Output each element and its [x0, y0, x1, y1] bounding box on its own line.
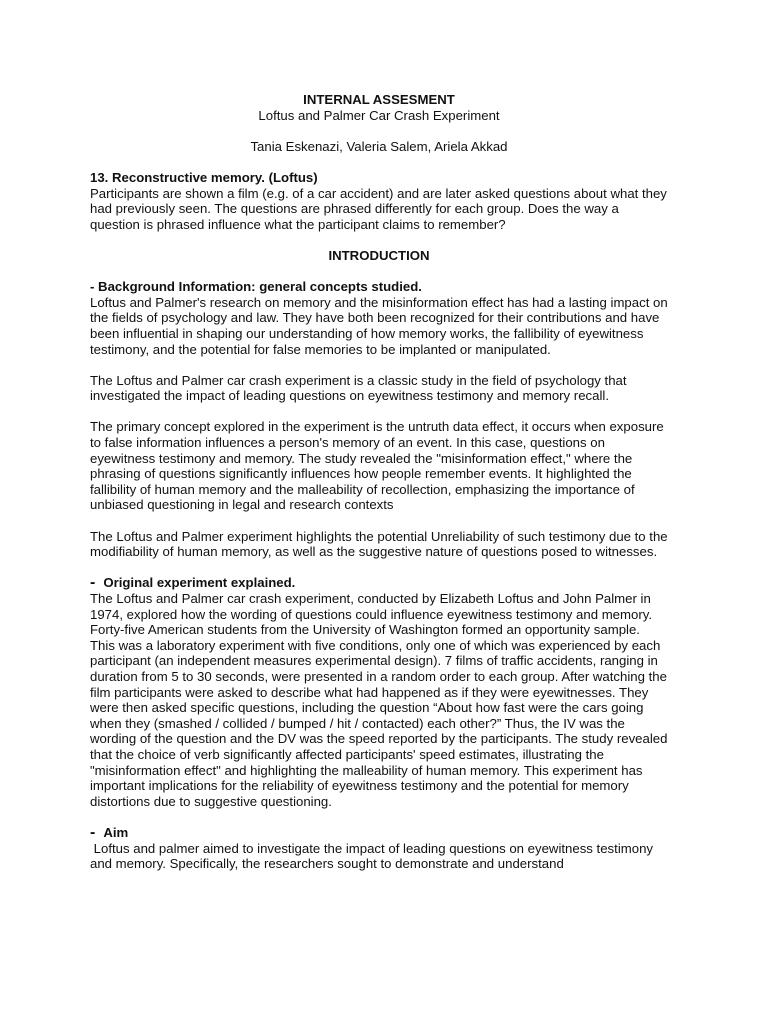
intro-paragraph-4: The Loftus and Palmer experiment highlights the potential Unreliability of such testimony due to the modifiability of human memory, as well as the suggestive nature of questions posed to witnesses.	[90, 528, 668, 560]
intro-paragraph-3: The primary concept explored in the experiment is the untruth data effect, it occurs when exposure to false information influences a person's memory of an event. In this case, questions on eyewitness testimony and memory. The study revealed the "misinformation effect," where the phrasing of questions significantly influences how people remember events. It highlighted the fallibility of human memory and the malleability of recollection, emphasizing the importance of unbiased questioning in legal and research contexts	[90, 419, 664, 513]
authors: Tania Eskenazi, Valeria Salem, Ariela Akkad	[250, 138, 508, 154]
intro-paragraph-1: Loftus and Palmer's research on memory and the misinformation effect has had a lasting impact on the fields of psychology and law. They have both been recognized for their contributions and have been influential in shaping our understanding of how memory works, the fallibility of eyewitness testimony, and the potential for false memories to be implanted or manipulated.	[90, 294, 668, 357]
bullet-dash: -	[90, 574, 96, 592]
aim-heading	[90, 825, 668, 841]
original-experiment-heading	[90, 575, 668, 591]
introduction-heading: INTRODUCTION	[328, 247, 430, 263]
background-heading: - Background Information: general concepts studied.	[90, 279, 422, 295]
aim-text: Loftus and palmer aimed to investigate the impact of leading questions on eyewitness testimony and memory. Specifically, the researchers sought to demonstrate and understand	[90, 840, 657, 872]
intro-paragraph-2: The Loftus and Palmer car crash experiment is a classic study in the field of psychology that investigated the impact of leading questions on eyewitness testimony and memory recall.	[90, 372, 627, 404]
topic-heading: 13. Reconstructive memory. (Loftus)	[90, 169, 318, 185]
original-experiment-text: The Loftus and Palmer car crash experiment, conducted by Elizabeth Loftus and John Palmer in 1974, explored how the wording of questions could influence eyewitness testimony and memory. Forty-five American students from the University of Washington formed an opportunity sample. This was a laboratory experiment with five conditions, only one of which was experienced by each participant (an independent measures experimental design). 7 films of traffic accidents, ranging in duration from 5 to 30 seconds, were presented in a random order to each group. After watching the film participants were asked to describe what had happened as if they were eyewitnesses. They were then asked specific questions, including the question “About how fast were the cars going when they (smashed / collided / bumped / hit / contacted) each other?” Thus, the IV was the wording of the question and the DV was the speed reported by the participants. The study revealed that the choice of verb significantly affected participants' speed estimates, illustrating the "misinformation effect" and highlighting the malleability of human memory. This experiment has important implications for the reliability of eyewitness testimony and the potential for memory distortions due to suggestive questioning.	[90, 591, 668, 809]
aim-heading-text: Aim	[103, 824, 129, 840]
document-subtitle: Loftus and Palmer Car Crash Experiment	[258, 107, 500, 123]
bullet-dash: -	[90, 823, 96, 841]
document-title: INTERNAL ASSESMENT	[303, 92, 455, 107]
topic-text: Participants are shown a film (e.g. of a car accident) and are later asked questions about what they had previously seen. The questions are phrased differently for each group. Does the way a question is phrased influence what the participant claims to remember?	[90, 185, 667, 232]
original-heading-text: Original experiment explained.	[103, 575, 296, 591]
